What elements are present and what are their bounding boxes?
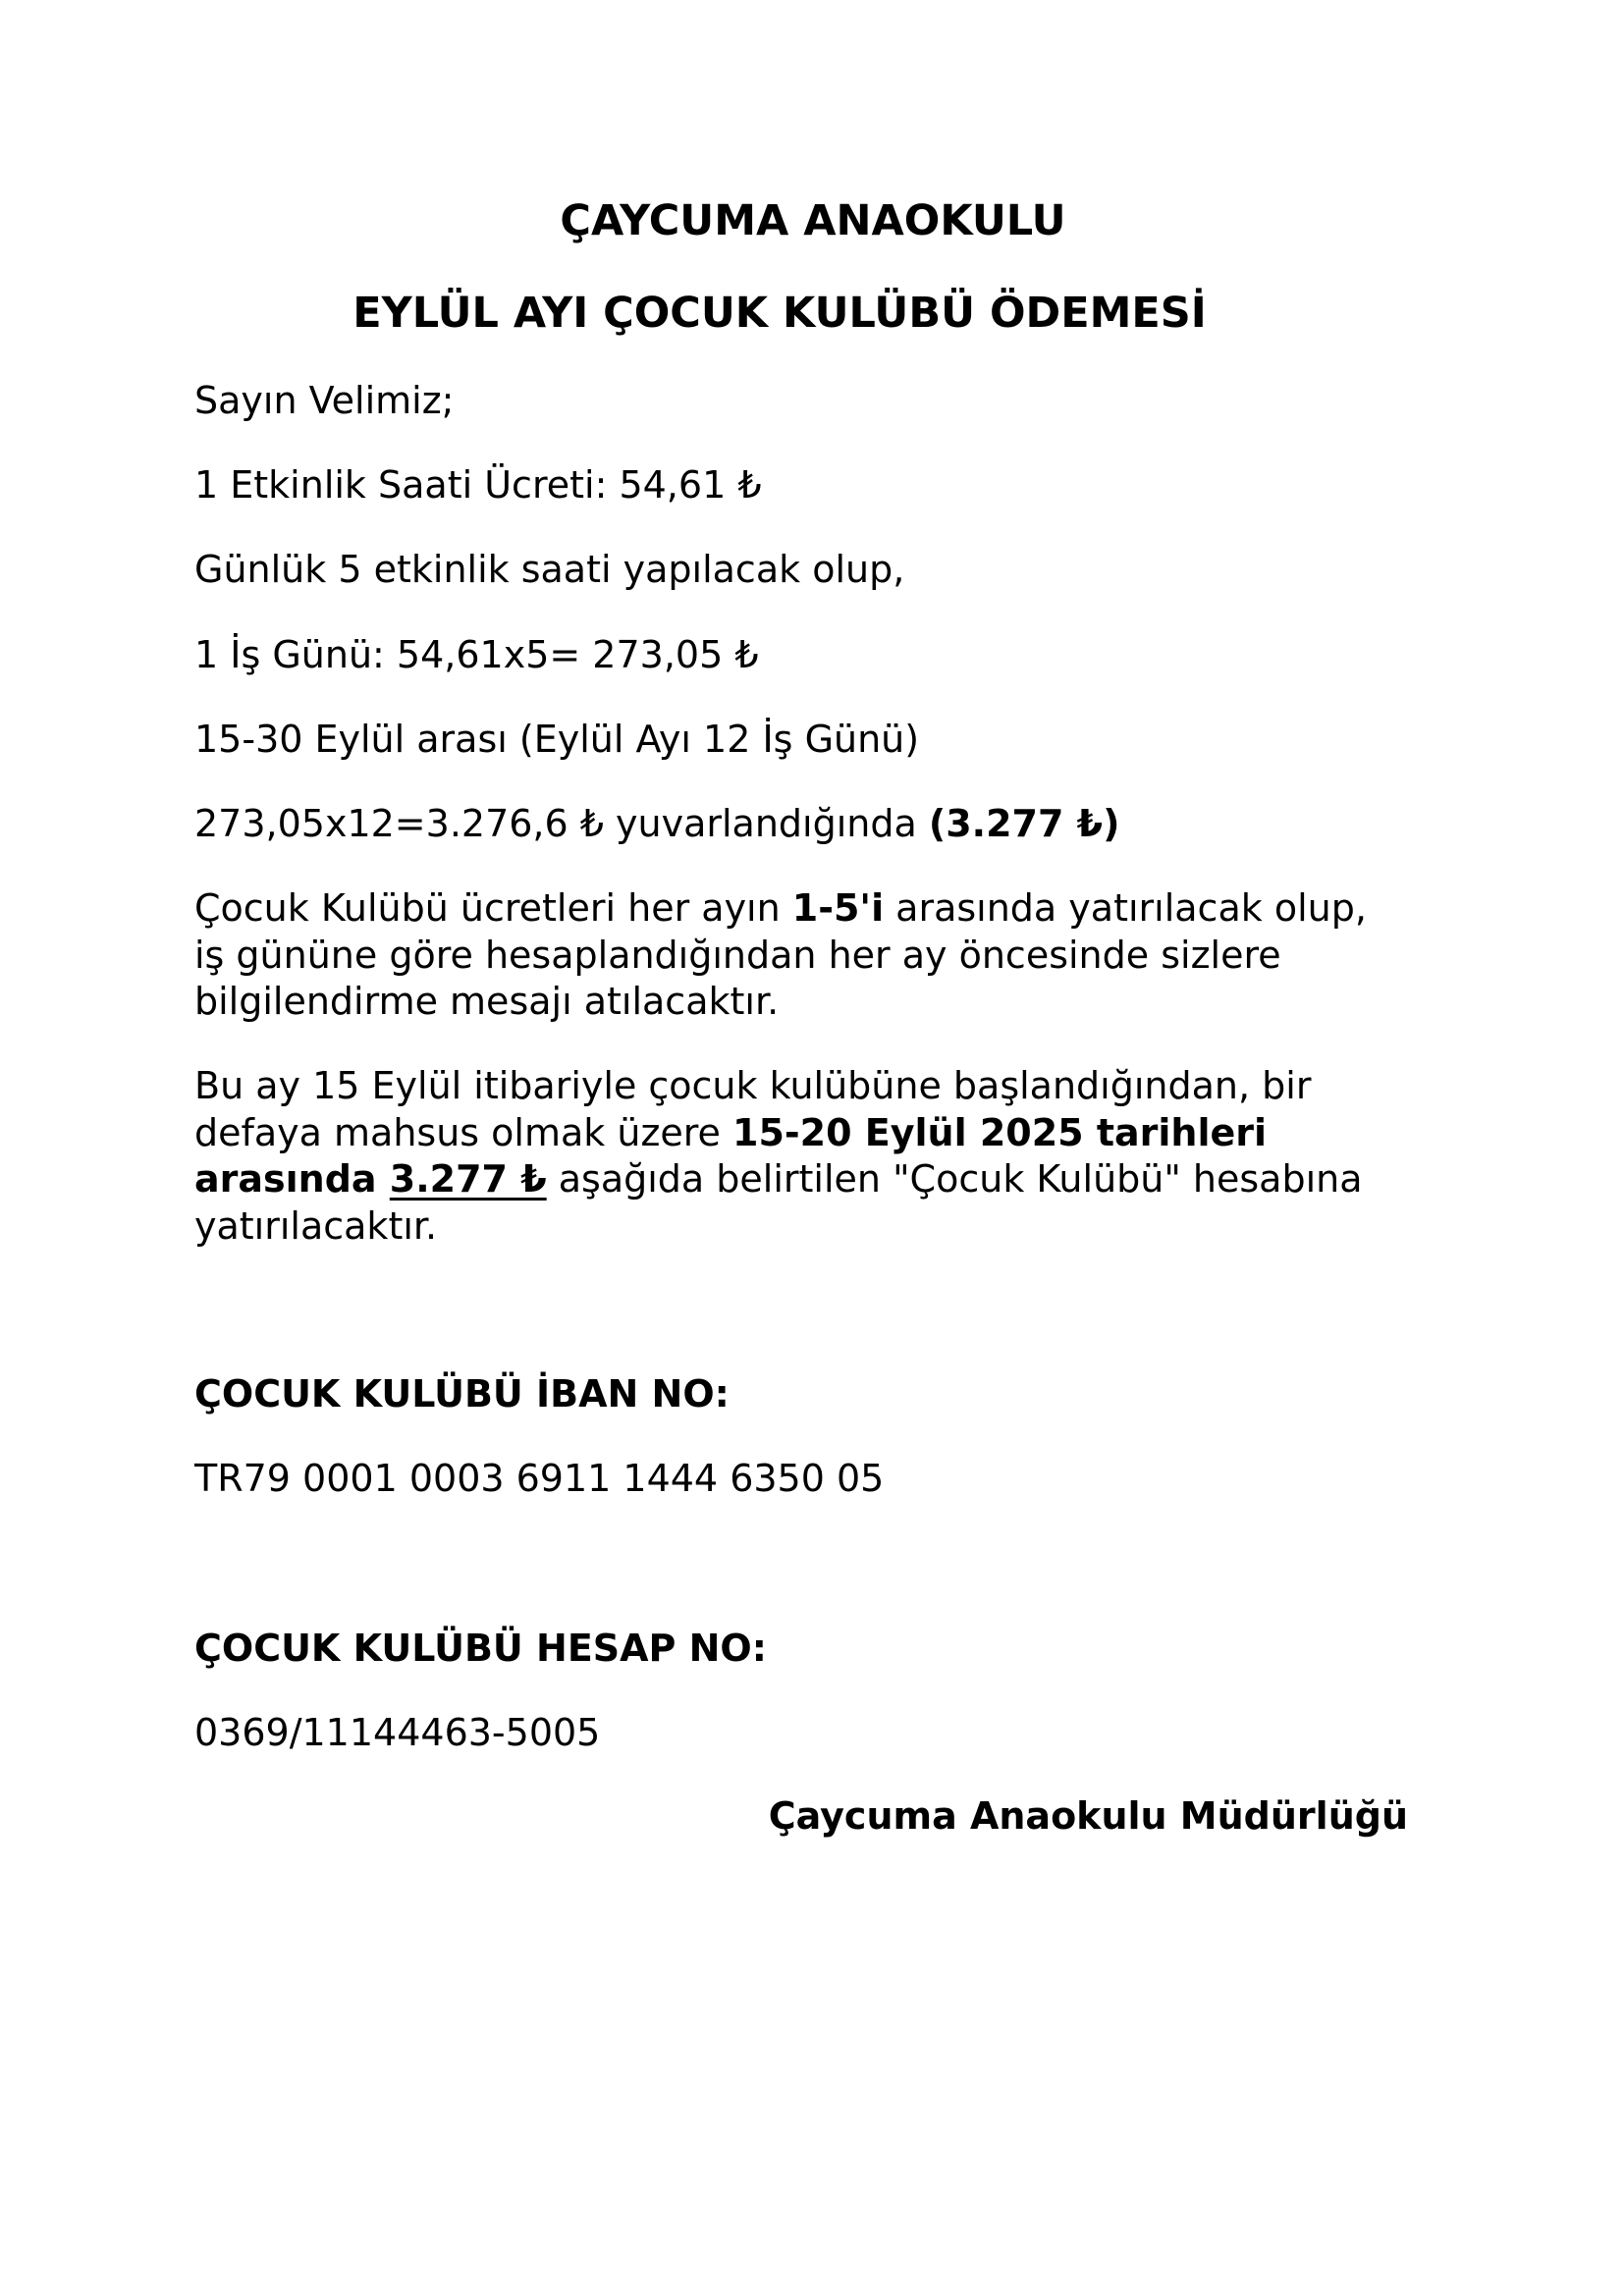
- signature: Çaycuma Anaokulu Müdürlüğü: [768, 1794, 1408, 1838]
- document-title: ÇAYCUMA ANAOKULU: [560, 196, 1066, 245]
- payment-range: 1-5'i: [791, 886, 885, 930]
- period: 15-30 Eylül arası (Eylül Ayı 12 İş Günü): [194, 718, 920, 761]
- notice-account-text: aşağıda belirtilen "Çocuk Kulübü" hesabına: [546, 1157, 1363, 1201]
- notice-line-2: [194, 1110, 1461, 1157]
- notice-line-1: Bu ay 15 Eylül itibariyle çocuk kulübüne başlandığından, bir: [194, 1064, 1312, 1107]
- notice-text: defaya mahsus olmak üzere: [194, 1110, 733, 1154]
- greeting: Sayın Velimiz;: [194, 379, 455, 422]
- total-calculation: [194, 800, 1119, 847]
- notice-paragraph: [194, 1063, 1461, 1250]
- payment-info-paragraph: [194, 885, 1461, 1026]
- notice-dates: 15-20 Eylül 2025 tarihleri: [732, 1110, 1268, 1154]
- iban-label: ÇOCUK KULÜBÜ İBAN NO:: [194, 1372, 730, 1415]
- payment-info-line-1: [194, 885, 1461, 933]
- payment-info-text-after: arasında yatırılacak olup,: [884, 886, 1367, 930]
- notice-line-4: yatırılacaktır.: [194, 1203, 438, 1248]
- account-value: 0369/11144463-5005: [194, 1711, 601, 1754]
- daily-fee: 1 İş Günü: 54,61x5= 273,05 ₺: [194, 633, 759, 676]
- daily-hours: Günlük 5 etkinlik saati yapılacak olup,: [194, 548, 905, 591]
- hourly-fee: 1 Etkinlik Saati Ücreti: 54,61 ₺: [194, 463, 762, 507]
- payment-info-line-2: iş gününe göre hesaplandığından her ay öncesinde sizlere: [194, 933, 1281, 977]
- iban-value: TR79 0001 0003 6911 1444 6350 05: [194, 1457, 885, 1500]
- total-calc-text: 273,05x12=3.276,6 ₺ yuvarlandığında: [194, 802, 929, 845]
- document-subtitle: EYLÜL AYI ÇOCUK KULÜBÜ ÖDEMESİ: [352, 289, 1207, 338]
- notice-between: arasında: [194, 1157, 390, 1201]
- payment-info-text: Çocuk Kulübü ücretleri her ayın: [194, 886, 792, 930]
- payment-info-line-3: bilgilendirme mesajı atılacaktır.: [194, 980, 780, 1023]
- notice-amount: 3.277 ₺: [389, 1157, 547, 1201]
- account-label: ÇOCUK KULÜBÜ HESAP NO:: [194, 1627, 767, 1670]
- notice-line-3: [194, 1156, 1461, 1203]
- total-rounded: (3.277 ₺): [928, 802, 1120, 845]
